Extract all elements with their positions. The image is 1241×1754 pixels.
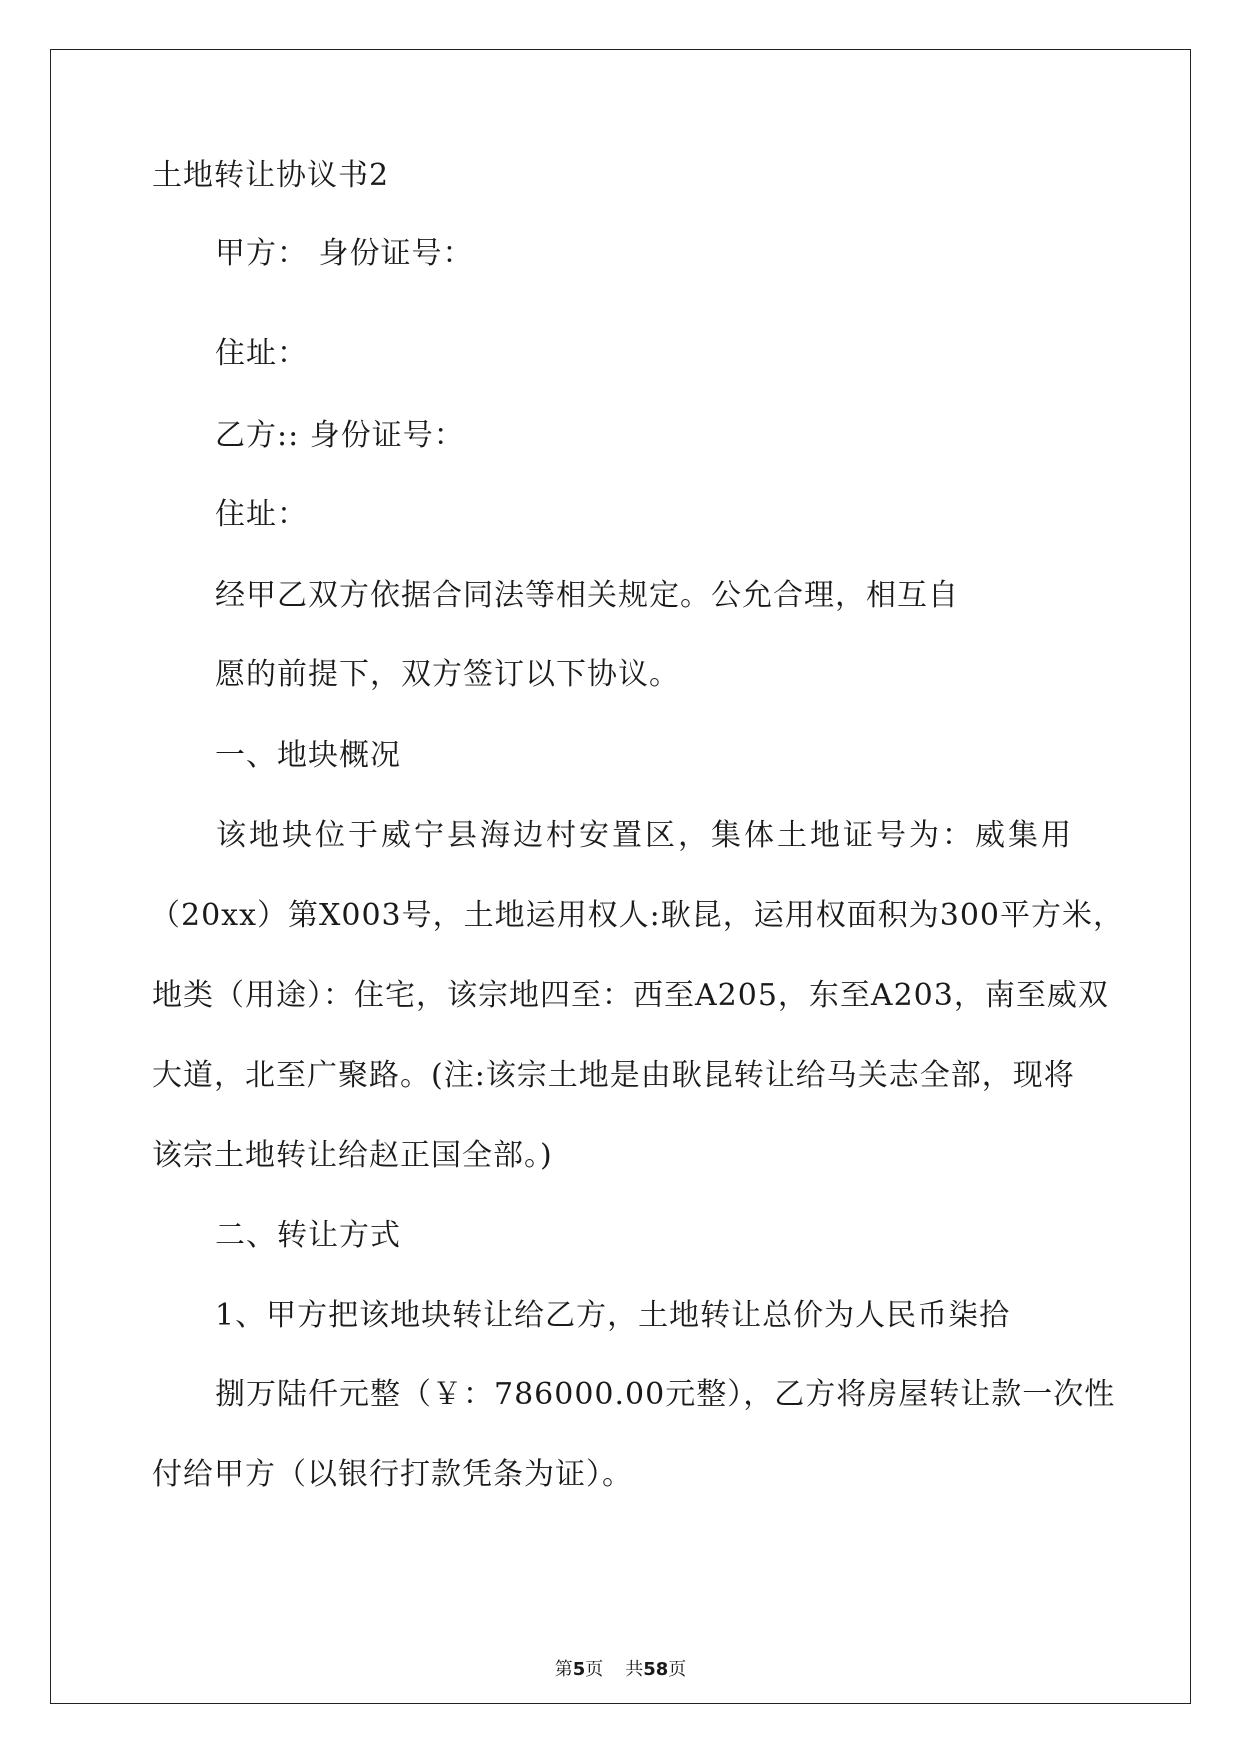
party-b-line: 乙方:: 身份证号： [215, 418, 465, 453]
total-pages: 58 [643, 1659, 669, 1680]
section-2-heading: 二、转让方式 [215, 1218, 401, 1253]
section-1-line-5: 该宗土地转让给赵正国全部。) [152, 1138, 553, 1173]
section-2-line-1: 1、甲方把该地块转让给乙方，土地转让总价为人民币柒拾 [215, 1298, 1011, 1333]
section-1-line-1: 该地块位于威宁县海边村安置区，集体土地证号为：威集用 [216, 818, 1074, 853]
total-suffix: 页 [668, 1659, 687, 1680]
intro-line-1: 经甲乙双方依据合同法等相关规定。公允合理，相互自 [215, 578, 959, 613]
party-b-address: 住址： [215, 497, 308, 532]
page-number: 5 [572, 1659, 586, 1680]
party-a-address: 住址： [215, 336, 308, 371]
section-1-line-4: 大道，北至广聚路。(注:该宗土地是由耿昆转让给马关志全部，现将 [152, 1058, 1075, 1093]
document-title: 土地转让协议书2 [152, 158, 390, 193]
section-1-line-2: （20xx）第X003号，土地运用权人:耿昆，运用权面积为300平方米， [150, 898, 1124, 933]
total-prefix: 共 [625, 1659, 644, 1680]
page-footer [0, 1659, 1241, 1681]
section-1-line-3: 地类（用途）：住宅，该宗地四至：西至A205，东至A203，南至威双 [152, 978, 1109, 1013]
intro-line-2: 愿的前提下，双方签订以下协议。 [215, 657, 680, 692]
page-suffix: 页 [585, 1659, 604, 1680]
page-border [50, 49, 1191, 1704]
page-prefix: 第 [554, 1659, 573, 1680]
party-a-line: 甲方： 身份证号： [215, 236, 474, 271]
section-1-heading: 一、地块概况 [215, 738, 401, 773]
section-2-line-2: 捌万陆仟元整（￥：786000.00元整），乙方将房屋转让款一次性 [215, 1377, 1116, 1412]
section-2-line-3: 付给甲方（以银行打款凭条为证）。 [152, 1457, 633, 1492]
